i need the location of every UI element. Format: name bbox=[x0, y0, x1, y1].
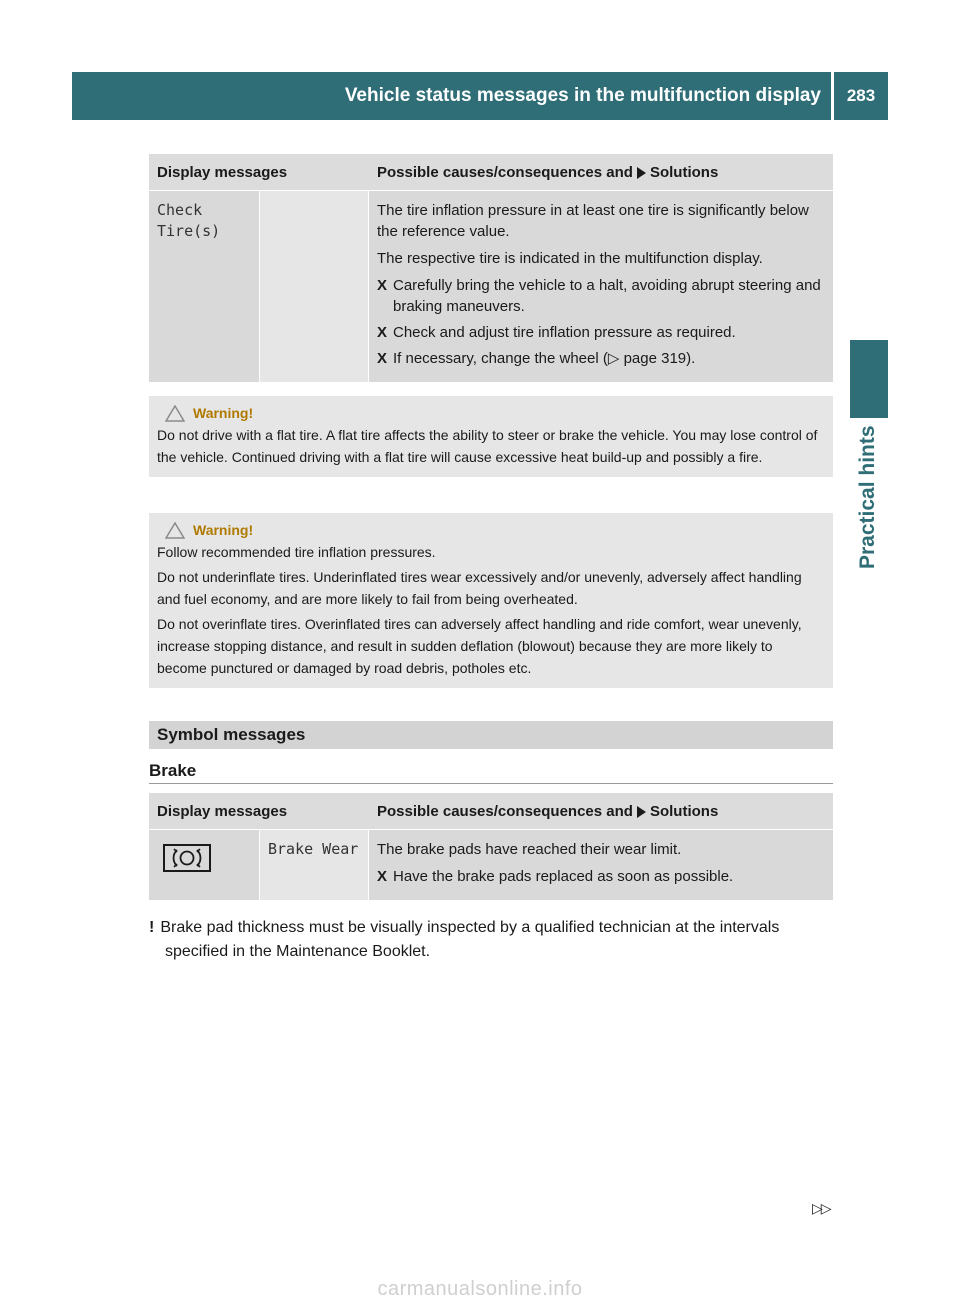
display-message-cell bbox=[149, 191, 259, 382]
triangle-arrow-icon bbox=[637, 167, 646, 179]
table-row bbox=[149, 191, 833, 382]
page-ref-triangle-icon: ▷ bbox=[607, 350, 620, 367]
header-title: Vehicle status messages in the multifunction display bbox=[344, 85, 821, 106]
watermark-url: carmanualsonline.info bbox=[377, 1278, 583, 1300]
step-arrow-icon: X bbox=[377, 350, 388, 367]
page-header bbox=[72, 72, 888, 120]
page-number: 283 bbox=[846, 86, 876, 105]
messages-table-brake bbox=[149, 793, 833, 900]
warning-title: Warning! bbox=[193, 522, 254, 538]
continued-arrows-icon: ▷▷ bbox=[812, 1200, 830, 1216]
triangle-arrow-icon bbox=[637, 806, 646, 818]
empty-cell bbox=[259, 191, 369, 382]
chapter-tab-marker bbox=[850, 340, 888, 418]
solution-step-text-end: ). bbox=[686, 350, 696, 367]
note-line bbox=[149, 916, 833, 940]
causes-cell bbox=[369, 191, 833, 382]
column-header-causes-text: Possible causes/consequences and bbox=[377, 163, 633, 181]
column-header-display-messages: Display messages bbox=[149, 793, 369, 830]
warning-text: Do not underinflate tires. Underinflated tires wear excessively and/or unevenly, adversely affect handling and fuel economy, and are more likely to fail from being overheated. bbox=[157, 569, 802, 607]
warning-text: Do not drive with a flat tire. A flat tire affects the ability to steer or brake the vehicle. You may lose control of the vehicle. Continued driving with a flat tire will cause excessive heat build-up and possibly a fire. bbox=[157, 427, 818, 465]
cause-paragraph: The brake pads have reached their wear limit. bbox=[377, 841, 682, 858]
page-reference-link[interactable]: page 319 bbox=[623, 350, 687, 367]
solution-step bbox=[377, 348, 823, 369]
section-heading-bar bbox=[149, 721, 833, 749]
display-message-line: Tire(s) bbox=[157, 222, 221, 240]
solution-step-text: Check and adjust tire inflation pressure as required. bbox=[393, 324, 736, 341]
section-title: Symbol messages bbox=[157, 725, 306, 744]
column-header-solutions-text: Solutions bbox=[649, 163, 719, 181]
solution-step-text bbox=[393, 348, 695, 369]
caution-note bbox=[149, 916, 833, 964]
messages-table-tires bbox=[149, 154, 833, 382]
chapter-tab-label: Practical hints bbox=[856, 425, 879, 569]
warning-box-flat-tire bbox=[149, 396, 833, 477]
warning-title: Warning! bbox=[193, 405, 254, 421]
step-arrow-icon: X bbox=[377, 277, 388, 294]
column-header-solutions-text: Solutions bbox=[649, 802, 719, 820]
brake-warning-icon bbox=[157, 844, 217, 872]
cause-paragraph: The respective tire is indicated in the multifunction display. bbox=[377, 250, 763, 267]
table-header-row bbox=[149, 793, 833, 830]
warning-heading bbox=[165, 402, 825, 424]
causes-cell bbox=[369, 830, 833, 900]
step-arrow-icon: X bbox=[377, 324, 388, 341]
cause-paragraph: The tire inflation pressure in at least one tire is significantly below the reference value. bbox=[377, 202, 809, 240]
warning-text: Follow recommended tire inflation pressures. bbox=[157, 544, 436, 560]
column-header-causes bbox=[369, 793, 833, 830]
column-header-causes bbox=[369, 154, 833, 191]
subsection-title: Brake bbox=[149, 761, 833, 784]
step-arrow-icon: X bbox=[377, 868, 388, 885]
solution-step-text-start: If necessary, change the wheel ( bbox=[393, 350, 608, 367]
column-header-causes-text: Possible causes/consequences and bbox=[377, 802, 633, 820]
caution-exclamation-icon: ! bbox=[149, 919, 155, 936]
warning-heading bbox=[165, 519, 825, 541]
warning-box-inflation bbox=[149, 513, 833, 688]
solution-step-text: Carefully bring the vehicle to a halt, avoiding abrupt steering and braking maneuvers. bbox=[393, 277, 821, 315]
column-header-display-messages: Display messages bbox=[149, 154, 369, 191]
solution-step bbox=[377, 866, 825, 887]
warning-triangle-icon bbox=[165, 405, 185, 422]
note-text: Brake pad thickness must be visually inspected by a qualified technician at the intervals bbox=[160, 919, 780, 936]
warning-text: Do not overinflate tires. Overinflated tires can adversely affect handling and ride comfort, wear unevenly, increase stopping distance, and result in sudden deflation (blowout) because they are more likely to become punctured or damaged by road debris, potholes etc. bbox=[157, 616, 802, 676]
display-symbol-cell bbox=[149, 830, 259, 900]
solution-step bbox=[377, 275, 823, 317]
table-header-row bbox=[149, 154, 833, 191]
solution-step bbox=[377, 322, 823, 343]
display-message-line: Check bbox=[157, 201, 203, 219]
note-text: specified in the Maintenance Booklet. bbox=[165, 943, 431, 960]
solution-step-text: Have the brake pads replaced as soon as possible. bbox=[393, 868, 734, 885]
table-row bbox=[149, 830, 833, 900]
warning-triangle-icon bbox=[165, 522, 185, 539]
display-message-cell: Brake Wear bbox=[259, 830, 369, 900]
